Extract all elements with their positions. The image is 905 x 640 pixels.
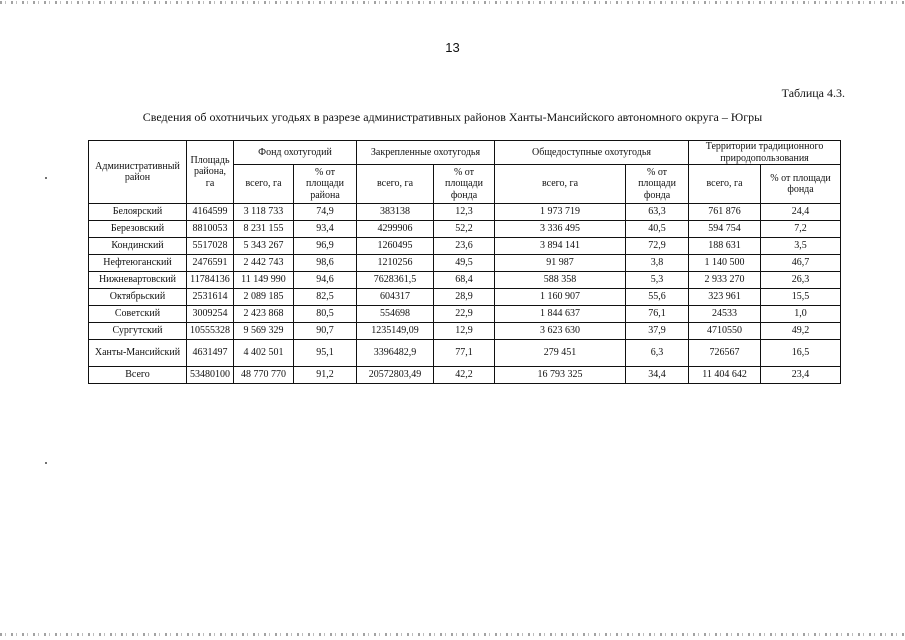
cell-area: 2476591 — [187, 255, 234, 272]
cell-public-pct: 72,9 — [626, 238, 689, 255]
cell-public-pct: 55,6 — [626, 289, 689, 306]
cell-assigned-total: 1235149,09 — [357, 323, 434, 340]
table-row — [89, 221, 841, 238]
table-title: Сведения об охотничьих угодьях в разрезе административных районов Ханты-Мансийского автономного округа – Югры — [142, 110, 763, 124]
cell-fund-pct: 98,6 — [294, 255, 357, 272]
cell-area: 4631497 — [187, 340, 234, 367]
cell-fund-pct: 93,4 — [294, 221, 357, 238]
cell-public-pct: 34,4 — [626, 367, 689, 384]
cell-fund-total: 5 343 267 — [234, 238, 294, 255]
cell-fund-total: 2 089 185 — [234, 289, 294, 306]
header-area: Площадь района, га — [187, 141, 234, 204]
cell-public-total: 3 894 141 — [495, 238, 626, 255]
cell-district: Всего — [89, 367, 187, 384]
cell-area: 2531614 — [187, 289, 234, 306]
cell-traditional-pct: 3,5 — [761, 238, 841, 255]
cell-traditional-pct: 26,3 — [761, 272, 841, 289]
cell-district: Нефтеюганский — [89, 255, 187, 272]
cell-assigned-total: 1210256 — [357, 255, 434, 272]
cell-assigned-pct: 42,2 — [434, 367, 495, 384]
cell-public-total: 1 973 719 — [495, 204, 626, 221]
cell-public-pct: 40,5 — [626, 221, 689, 238]
cell-public-total: 1 844 637 — [495, 306, 626, 323]
cell-assigned-total: 3396482,9 — [357, 340, 434, 367]
cell-public-total: 3 623 630 — [495, 323, 626, 340]
cell-traditional-pct: 1,0 — [761, 306, 841, 323]
cell-public-pct: 76,1 — [626, 306, 689, 323]
cell-assigned-pct: 23,6 — [434, 238, 495, 255]
cell-traditional-total: 761 876 — [689, 204, 761, 221]
cell-traditional-total: 1 140 500 — [689, 255, 761, 272]
scan-speck — [45, 177, 47, 179]
cell-traditional-total: 594 754 — [689, 221, 761, 238]
cell-fund-total: 48 770 770 — [234, 367, 294, 384]
cell-district: Белоярский — [89, 204, 187, 221]
table-row — [89, 306, 841, 323]
cell-traditional-pct: 7,2 — [761, 221, 841, 238]
cell-district: Кондинский — [89, 238, 187, 255]
cell-fund-total: 8 231 155 — [234, 221, 294, 238]
cell-fund-pct: 94,6 — [294, 272, 357, 289]
cell-fund-total: 11 149 990 — [234, 272, 294, 289]
header-fund: Фонд охотугодий — [234, 141, 357, 165]
table-label: Таблица 4.3. — [781, 86, 845, 100]
cell-area: 11784136 — [187, 272, 234, 289]
cell-assigned-total: 383138 — [357, 204, 434, 221]
cell-public-total: 3 336 495 — [495, 221, 626, 238]
cell-assigned-pct: 12,9 — [434, 323, 495, 340]
cell-traditional-pct: 49,2 — [761, 323, 841, 340]
subheader-fund-total: всего, га — [234, 165, 294, 204]
cell-district: Сургутский — [89, 323, 187, 340]
cell-district: Октябрьский — [89, 289, 187, 306]
subheader-fund-pct: % от площади района — [294, 165, 357, 204]
subheader-public-total: всего, га — [495, 165, 626, 204]
header-public: Общедоступные охотугодья — [495, 141, 689, 165]
cell-district: Советский — [89, 306, 187, 323]
cell-fund-pct: 95,1 — [294, 340, 357, 367]
cell-assigned-pct: 22,9 — [434, 306, 495, 323]
cell-public-pct: 6,3 — [626, 340, 689, 367]
cell-traditional-pct: 46,7 — [761, 255, 841, 272]
subheader-traditional-pct: % от площади фонда — [761, 165, 841, 204]
header-traditional: Территории традиционного природопользования — [689, 141, 841, 165]
cell-assigned-pct: 28,9 — [434, 289, 495, 306]
cell-traditional-total: 24533 — [689, 306, 761, 323]
cell-assigned-total: 554698 — [357, 306, 434, 323]
cell-area: 5517028 — [187, 238, 234, 255]
cell-assigned-pct: 12,3 — [434, 204, 495, 221]
cell-traditional-total: 188 631 — [689, 238, 761, 255]
header-assigned: Закрепленные охотугодья — [357, 141, 495, 165]
table-row — [89, 255, 841, 272]
cell-public-pct: 3,8 — [626, 255, 689, 272]
table-row — [89, 204, 841, 221]
cell-fund-total: 4 402 501 — [234, 340, 294, 367]
cell-public-total: 1 160 907 — [495, 289, 626, 306]
scan-speck — [45, 462, 47, 464]
cell-area: 3009254 — [187, 306, 234, 323]
cell-public-total: 16 793 325 — [495, 367, 626, 384]
cell-traditional-pct: 24,4 — [761, 204, 841, 221]
cell-district: Березовский — [89, 221, 187, 238]
cell-assigned-pct: 52,2 — [434, 221, 495, 238]
cell-traditional-pct: 16,5 — [761, 340, 841, 367]
cell-fund-pct: 90,7 — [294, 323, 357, 340]
cell-district: Ханты-Мансийский — [89, 340, 187, 367]
cell-traditional-pct: 23,4 — [761, 367, 841, 384]
cell-assigned-total: 604317 — [357, 289, 434, 306]
cell-traditional-total: 11 404 642 — [689, 367, 761, 384]
cell-assigned-total: 4299906 — [357, 221, 434, 238]
table-row — [89, 340, 841, 367]
scan-edge-bottom — [0, 633, 905, 636]
cell-area: 10555328 — [187, 323, 234, 340]
cell-district: Нижневартовский — [89, 272, 187, 289]
cell-fund-pct: 91,2 — [294, 367, 357, 384]
subheader-assigned-pct: % от площади фонда — [434, 165, 495, 204]
cell-assigned-total: 20572803,49 — [357, 367, 434, 384]
cell-area: 4164599 — [187, 204, 234, 221]
cell-assigned-pct: 68,4 — [434, 272, 495, 289]
table-row — [89, 272, 841, 289]
cell-public-pct: 63,3 — [626, 204, 689, 221]
page-number: 13 — [445, 40, 460, 55]
cell-area: 8810053 — [187, 221, 234, 238]
cell-area: 53480100 — [187, 367, 234, 384]
table-row-total — [89, 367, 841, 384]
cell-public-pct: 5,3 — [626, 272, 689, 289]
cell-assigned-total: 1260495 — [357, 238, 434, 255]
table-row — [89, 238, 841, 255]
header-district: Административный район — [89, 141, 187, 204]
cell-traditional-total: 323 961 — [689, 289, 761, 306]
cell-assigned-pct: 77,1 — [434, 340, 495, 367]
cell-assigned-total: 7628361,5 — [357, 272, 434, 289]
cell-traditional-total: 2 933 270 — [689, 272, 761, 289]
subheader-traditional-total: всего, га — [689, 165, 761, 204]
cell-public-pct: 37,9 — [626, 323, 689, 340]
cell-fund-pct: 80,5 — [294, 306, 357, 323]
cell-fund-total: 3 118 733 — [234, 204, 294, 221]
cell-fund-total: 9 569 329 — [234, 323, 294, 340]
cell-public-total: 279 451 — [495, 340, 626, 367]
table-row — [89, 323, 841, 340]
cell-traditional-total: 4710550 — [689, 323, 761, 340]
subheader-public-pct: % от площади фонда — [626, 165, 689, 204]
cell-traditional-total: 726567 — [689, 340, 761, 367]
cell-public-total: 91 987 — [495, 255, 626, 272]
cell-fund-pct: 74,9 — [294, 204, 357, 221]
cell-fund-pct: 82,5 — [294, 289, 357, 306]
subheader-assigned-total: всего, га — [357, 165, 434, 204]
table-row — [89, 289, 841, 306]
scan-edge-top — [0, 1, 905, 4]
cell-traditional-pct: 15,5 — [761, 289, 841, 306]
cell-public-total: 588 358 — [495, 272, 626, 289]
cell-fund-total: 2 442 743 — [234, 255, 294, 272]
cell-fund-total: 2 423 868 — [234, 306, 294, 323]
cell-assigned-pct: 49,5 — [434, 255, 495, 272]
hunting-grounds-table — [88, 140, 841, 384]
cell-fund-pct: 96,9 — [294, 238, 357, 255]
